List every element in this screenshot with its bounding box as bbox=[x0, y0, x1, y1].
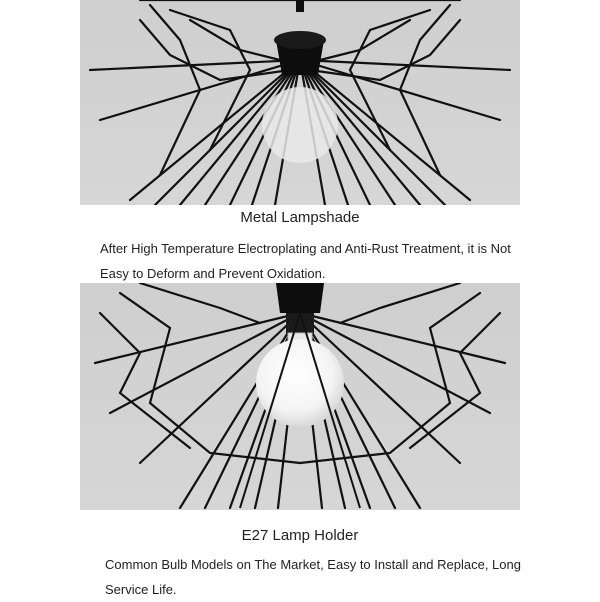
lampshade-photo bbox=[80, 0, 520, 205]
lamp-holder-description: Common Bulb Models on The Market, Easy to Install and Replace, Long Service Life. bbox=[105, 557, 521, 597]
metal-lampshade-title: Metal Lampshade bbox=[240, 209, 360, 226]
lamp-holder-photo bbox=[80, 283, 520, 510]
lamp-holder-illustration bbox=[80, 283, 520, 510]
wire-cage-illustration bbox=[80, 0, 520, 205]
metal-lampshade-description: After High Temperature Electroplating and Anti-Rust Treatment, it is Not Easy to Deform and Prevent Oxidation. bbox=[100, 241, 511, 281]
lamp-holder-title: E27 Lamp Holder bbox=[241, 527, 359, 544]
